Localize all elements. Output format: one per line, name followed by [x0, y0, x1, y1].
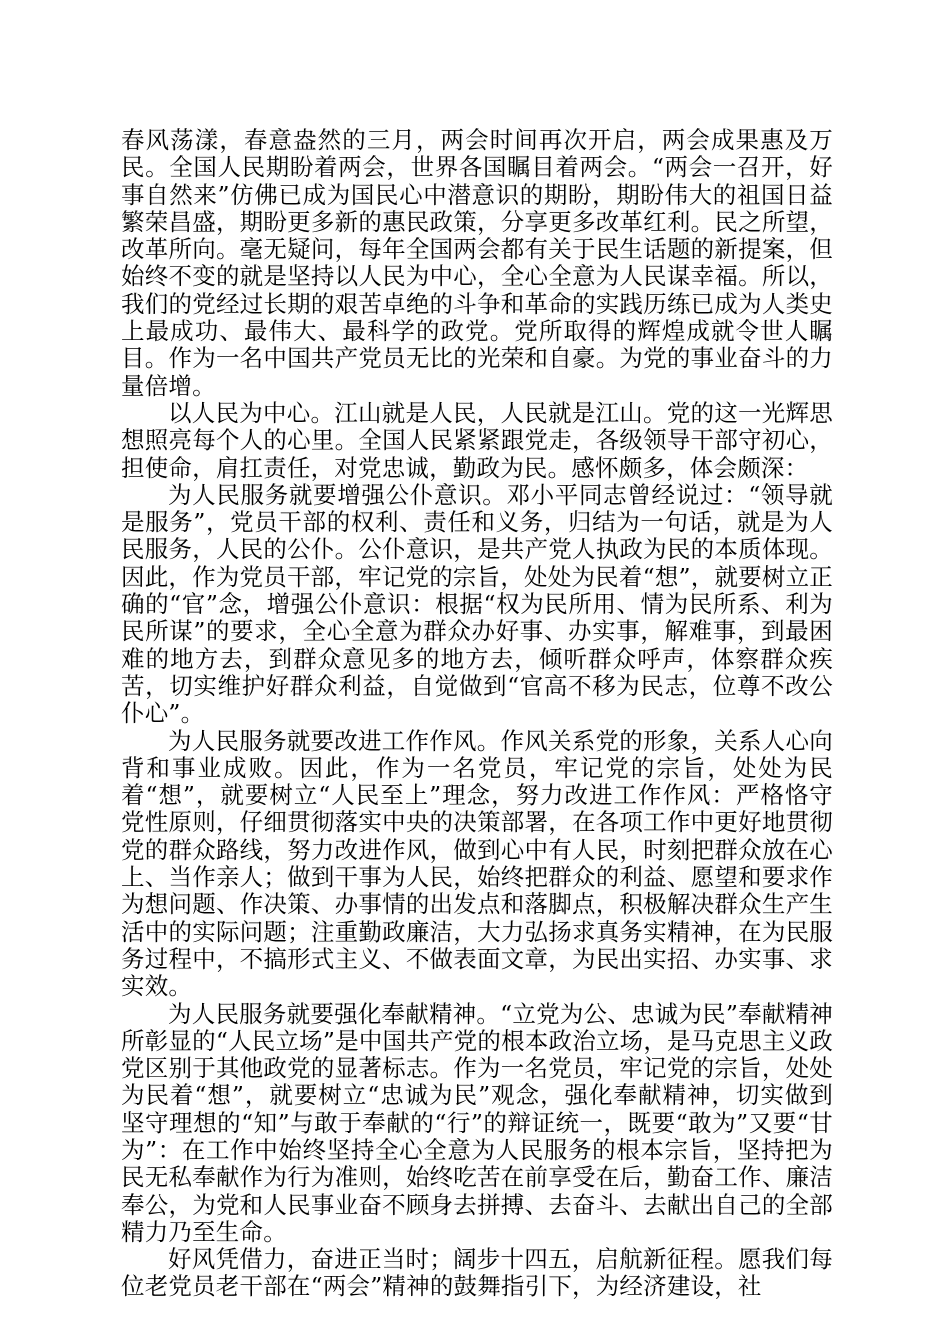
paragraph-dedication: 为人民服务就要强化奉献精神。“立党为公、忠诚为民”奉献精神所彰显的“人民立场”是中国共产党的根本政治立场，是马克思主义政党区别于其他政党的显著标志。作为一名党员，牢记党的宗旨，处处为民着“想”，就要树立“忠诚为民”观念，强化奉献精神，切实做到坚守理想的“知”与敢于奉献的“行”的辩证统一，既要“敢为”又要“甘为”：在工作中始终坚持全心全意为人民服务的根本宗旨，坚持把为民无私奉献作为行为准则，始终吃苦在前享受在后，勤奋工作、廉洁奉公，为党和人民事业奋不顾身去拼搏、去奋斗、去献出自己的全部精力乃至生命。 [121, 999, 833, 1246]
paragraph-servant-awareness: 为人民服务就要增强公仆意识。邓小平同志曾经说过：“领导就是服务”，党员干部的权利、责任和义务，归结为一句话，就是为人民服务，人民的公仆。公仆意识，是共产党人执政为民的本质体现。因此，作为党员干部，牢记党的宗旨，处处为民着“想”，就要树立正确的“官”念，增强公仆意识：根据“权为民所用、情为民所系、利为民所谋”的要求，全心全意为群众办好事、办实事，解难事，到最困难的地方去，到群众意见多的地方去，倾听群众呼声，体察群众疾苦，切实维护好群众利益，自觉做到“官高不移为民志，位尊不改公仆心”。 [121, 480, 833, 728]
paragraph-intro: 春风荡漾，春意盎然的三月，两会时间再次开启，两会成果惠及万民。全国人民期盼着两会，世界各国瞩目着两会。“两会一召开，好事自然来”仿佛已成为国民心中潜意识的期盼，期盼伟大的祖国日益繁荣昌盛，期盼更多新的惠民政策，分享更多改革红利。民之所望，改革所向。毫无疑问，每年全国两会都有关于民生话题的新提案，但始终不变的就是坚持以人民为中心，全心全意为人民谋幸福。所以，我们的党经过长期的艰苦卓绝的斗争和革命的实践历练已成为人类史上最成功、最伟大、最科学的政党。党所取得的辉煌成就令世人瞩目。作为一名中国共产党员无比的光荣和自豪。为党的事业奋斗的力量倍增。 [121, 126, 833, 400]
paragraph-work-style: 为人民服务就要改进工作作风。作风关系党的形象，关系人心向背和事业成败。因此，作为一名党员，牢记党的宗旨，处处为民着“想”，就要树立“人民至上”理念，努力改进工作作风：严格恪守党性原则，仔细贯彻落实中央的决策部署，在各项工作中更好地贯彻党的群众路线，努力改进作风，做到心中有人民，时刻把群众放在心上、当作亲人；做到干事为人民，始终把群众的利益、愿望和要求作为想问题、作决策、办事情的出发点和落脚点，积极解决群众生产生活中的实际问题；注重勤政廉洁，大力弘扬求真务实精神，在为民服务过程中，不搞形式主义、不做表面文章，为民出实招、办实事、求实效。 [121, 726, 833, 1001]
paragraph-people-centered: 以人民为中心。江山就是人民，人民就是江山。党的这一光辉思想照亮每个人的心里。全国人民紧紧跟党走，各级领导干部守初心，担使命，肩扛责任，对党忠诚，勤政为民。感怀颇多，体会颇深： [121, 398, 833, 482]
paragraph-closing: 好风凭借力，奋进正当时；阔步十四五，启航新征程。愿我们每位老党员老干部在“两会”精神的鼓舞指引下，为经济建设，社 [121, 1245, 833, 1301]
document-body [121, 127, 833, 1301]
